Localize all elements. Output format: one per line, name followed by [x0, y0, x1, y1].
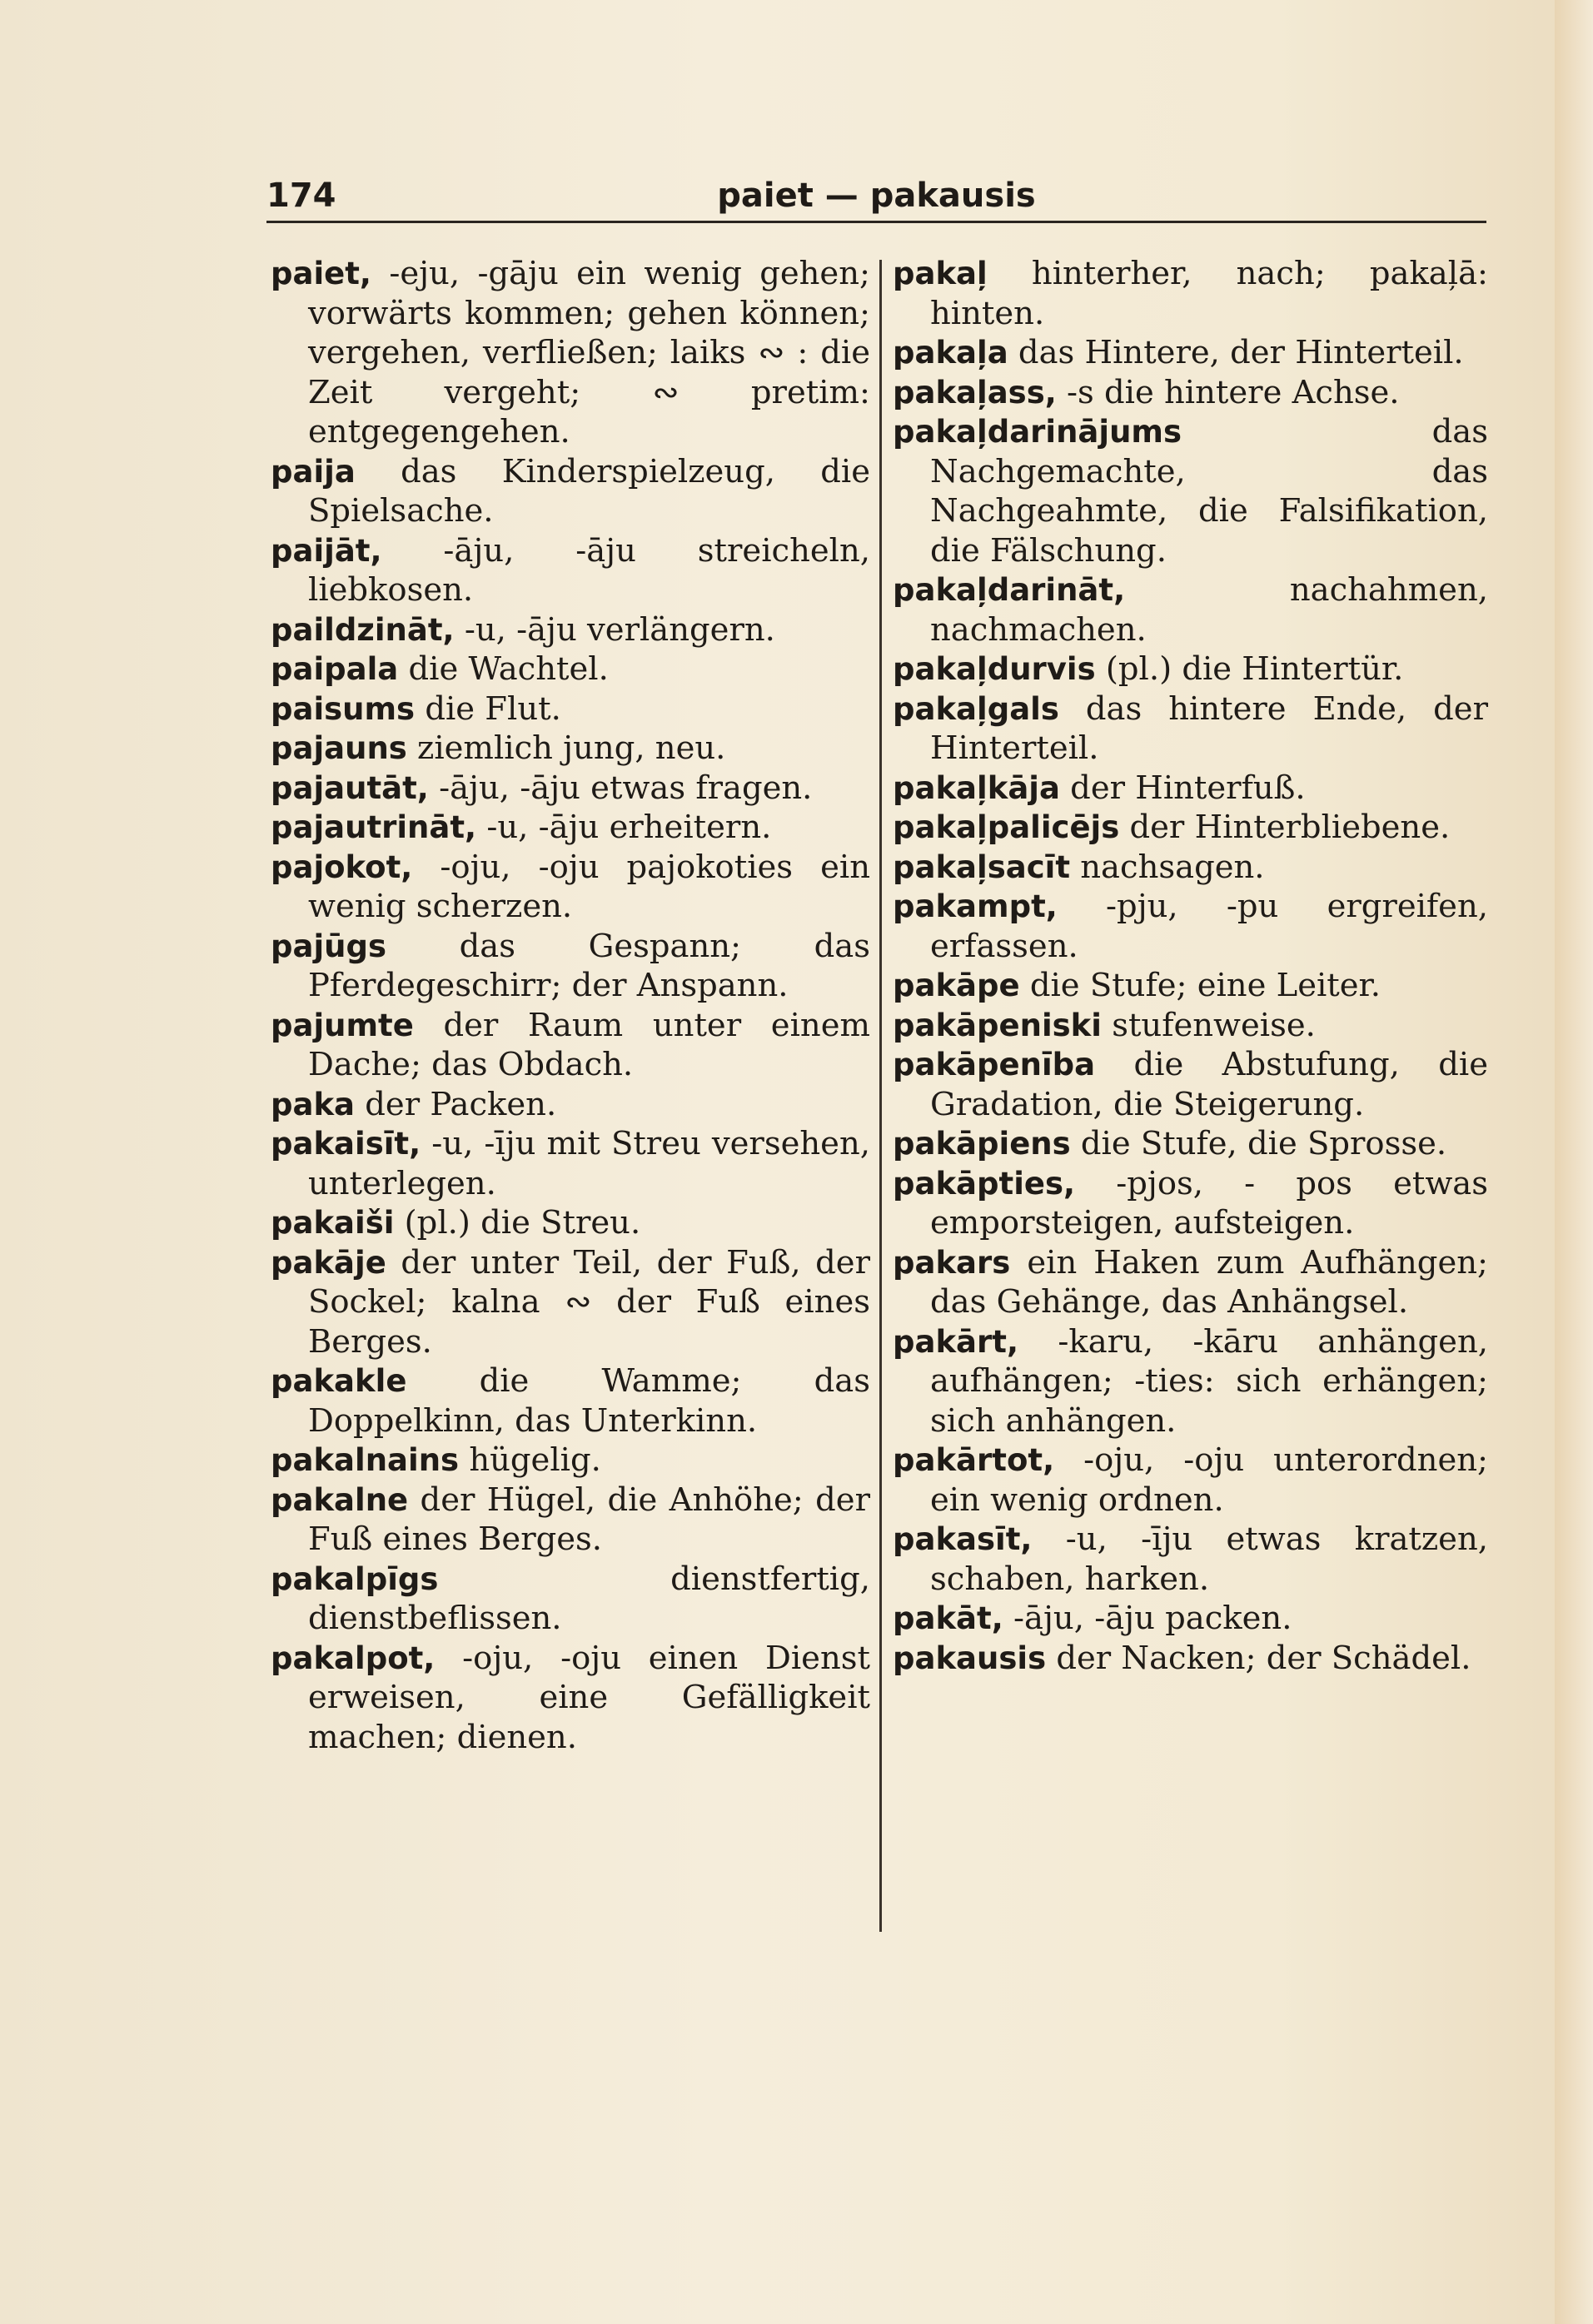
dictionary-entry [893, 1520, 1488, 1599]
dictionary-entry [271, 1085, 870, 1125]
dictionary-entry [271, 729, 870, 769]
entry-definition: der Hügel, die Anhöhe; der Fuß eines Berges. [308, 1480, 870, 1558]
entry-definition: -eju, -gāju ein wenig gehen; vorwärts kommen; gehen können; vergehen, verfließen; laiks ∾ : die Zeit vergeht; ∾ pretim: entgegengehen. [308, 255, 870, 450]
entry-definition: die Wachtel. [398, 650, 609, 688]
dictionary-entry [893, 689, 1488, 769]
entry-headword: pakaļass, [893, 374, 1057, 411]
entry-definition: -oju, -oju pajokoties ein wenig scherzen. [308, 848, 870, 925]
entry-definition: -u, -īju etwas kratzen, schaben, harken. [930, 1520, 1488, 1598]
dictionary-entry [893, 1045, 1488, 1124]
entry-definition: -pju, -pu ergreifen, erfassen. [930, 888, 1488, 965]
dictionary-entry [893, 966, 1488, 1006]
dictionary-entry [893, 1164, 1488, 1243]
dictionary-entry [271, 689, 870, 729]
entry-headword: pajumte [271, 1007, 414, 1043]
entry-headword: pakārtot, [893, 1442, 1055, 1478]
dictionary-entry [271, 1480, 870, 1560]
entry-headword: paipala [271, 651, 399, 687]
entry-definition: die Stufe, die Sprosse. [1070, 1125, 1447, 1162]
dictionary-entry [271, 848, 870, 927]
dictionary-entry [271, 452, 870, 531]
entry-headword: pakaisīt, [271, 1126, 421, 1162]
entry-definition: der unter Teil, der Fuß, der Sockel; kalna ∾ der Fuß eines Berges. [308, 1243, 870, 1361]
entry-definition: stufenweise. [1101, 1006, 1316, 1044]
entry-headword: pakaļkāja [893, 769, 1060, 806]
entry-definition: die Flut. [415, 689, 561, 728]
dictionary-entry [271, 1006, 870, 1085]
entry-definition: die Wamme; das Doppelkinn, das Unterkinn. [308, 1362, 870, 1440]
entry-definition: das Hintere, der Hinterteil. [1008, 334, 1464, 371]
entry-headword: pakāpeniski [893, 1007, 1102, 1043]
dictionary-entry [893, 887, 1488, 966]
entry-headword: pakalne [271, 1481, 409, 1518]
entry-definition: -oju, -oju unterordnen; ein wenig ordnen. [930, 1441, 1488, 1519]
entry-headword: pajauns [271, 730, 407, 766]
entry-definition: der Hinterfuß. [1059, 769, 1306, 807]
entry-headword: paijāt, [271, 532, 382, 569]
entry-headword: pakampt, [893, 888, 1058, 924]
entry-definition: der Raum unter einem Dache; das Obdach. [308, 1006, 870, 1083]
entry-headword: pakaļdurvis [893, 651, 1096, 687]
dictionary-entry [271, 254, 870, 452]
entry-definition: -s die hintere Achse. [1056, 373, 1400, 411]
dictionary-entry [271, 1560, 870, 1639]
dictionary-entry [893, 373, 1488, 413]
entry-definition: -karu, -kāru anhängen, aufhängen; -ties: sich erhängen; sich anhängen. [930, 1322, 1488, 1440]
entry-definition: -oju, -oju einen Dienst erweisen, eine Gefälligkeit machen; dienen. [308, 1639, 870, 1756]
entry-definition: ein Haken zum Aufhängen; das Gehänge, das Anhängsel. [930, 1243, 1488, 1321]
entry-definition: das Kinderspielzeug, die Spielsache. [308, 452, 870, 530]
dictionary-entry [893, 1441, 1488, 1520]
entry-definition: ziemlich jung, neu. [406, 729, 726, 767]
entry-headword: pakaļa [893, 335, 1008, 371]
dictionary-entry [271, 610, 870, 650]
dictionary-entry [893, 412, 1488, 570]
dictionary-entry [893, 1006, 1488, 1046]
entry-headword: paka [271, 1086, 356, 1122]
entry-headword: paisums [271, 690, 416, 727]
dictionary-entry [893, 1322, 1488, 1441]
dictionary-entry [893, 570, 1488, 649]
page-edge [1555, 0, 1593, 2324]
dictionary-entry [893, 1639, 1488, 1679]
entry-headword: pakaļgals [893, 690, 1059, 727]
entry-definition: -āju, -āju etwas fragen. [428, 769, 813, 807]
entry-headword: pakāpe [893, 968, 1020, 1003]
entry-definition: der Nacken; der Schädel. [1046, 1639, 1471, 1677]
entry-definition: -u, -āju erheitern. [476, 809, 772, 846]
entry-definition: der Hinterbliebene. [1119, 809, 1451, 846]
dictionary-entry [271, 531, 870, 610]
dictionary-entry [893, 649, 1488, 689]
dictionary-entry [271, 808, 870, 848]
dictionary-entry [271, 1639, 870, 1758]
dictionary-entry [893, 769, 1488, 809]
entry-definition: die Stufe; eine Leiter. [1019, 967, 1381, 1004]
entry-headword: pakaļdarināt, [893, 572, 1126, 608]
entry-definition: dienstfertig, dienstbeflissen. [308, 1560, 870, 1637]
entry-headword: pakakle [271, 1363, 407, 1399]
dictionary-entry [271, 927, 870, 1006]
entry-definition: -u, -āju verlängern. [454, 610, 775, 649]
right-column [893, 254, 1488, 1678]
dictionary-entry [271, 769, 870, 809]
entry-definition: das hintere Ende, der Hinterteil. [930, 689, 1488, 767]
entry-definition: das Gespann; das Pferdegeschirr; der Anspann. [308, 927, 870, 1004]
entry-definition: (pl.) die Hintertür. [1095, 650, 1404, 688]
entry-headword: pakaiši [271, 1205, 395, 1241]
entry-headword: pakāje [271, 1244, 386, 1281]
dictionary-entry [271, 649, 870, 689]
dictionary-entry [271, 1441, 870, 1480]
entry-headword: pakaļpalicējs [893, 809, 1120, 845]
entry-headword: pajautāt, [271, 769, 429, 806]
entry-definition: -u, -īju mit Streu versehen, unterlegen. [308, 1125, 870, 1202]
entry-headword: pakaļsacīt [893, 848, 1071, 885]
entry-definition: hügelig. [459, 1441, 601, 1479]
running-head: paiet — pakausis [717, 177, 1036, 215]
entry-headword: pakāt, [893, 1600, 1003, 1636]
entry-definition: -āju, -āju packen. [1003, 1600, 1292, 1637]
entry-definition: die Abstufung, die Gradation, die Steigerung. [930, 1046, 1488, 1123]
dictionary-entry [893, 848, 1488, 888]
dictionary-entry [271, 1203, 870, 1243]
entry-definition: nachahmen, nachmachen. [930, 571, 1488, 649]
entry-definition: nachsagen. [1070, 848, 1265, 886]
entry-definition: -pjos, - pos etwas emporsteigen, aufsteigen. [930, 1164, 1488, 1242]
dictionary-entry [271, 1361, 870, 1441]
page-header [266, 171, 1486, 223]
column-divider [879, 260, 882, 1932]
dictionary-entry [893, 808, 1488, 848]
dictionary-entry [893, 333, 1488, 373]
entry-definition: -āju, -āju streicheln, liebkosen. [308, 531, 870, 609]
entry-headword: pakausis [893, 1640, 1047, 1676]
entry-headword: pakāpenība [893, 1047, 1096, 1082]
entry-definition: (pl.) die Streu. [394, 1204, 641, 1242]
entry-headword: paija [271, 453, 356, 490]
entry-definition: hinterher, nach; pakaļā: hinten. [930, 255, 1488, 332]
dictionary-entry [271, 1243, 870, 1362]
entry-headword: pakaļdarinājums [893, 414, 1182, 450]
entry-headword: pajūgs [271, 928, 386, 964]
entry-headword: pajautrināt, [271, 809, 477, 845]
entry-headword: pakasīt, [893, 1521, 1033, 1557]
entry-headword: pakars [893, 1244, 1011, 1281]
entry-headword: paildzināt, [271, 611, 455, 648]
dictionary-entry [893, 1599, 1488, 1639]
page-number: 174 [266, 177, 336, 215]
dictionary-entry [893, 1124, 1488, 1164]
entry-definition: das Nachgemachte, das Nachgeahmte, die Falsifikation, die Fälschung. [930, 413, 1488, 570]
entry-headword: pakaļ [893, 256, 988, 291]
entry-headword: pakalnains [271, 1442, 460, 1478]
dictionary-entry [271, 1124, 870, 1203]
dictionary-entry [893, 254, 1488, 333]
entry-headword: pakalpot, [271, 1640, 436, 1676]
entry-headword: pakāpties, [893, 1165, 1076, 1202]
entry-headword: pakārt, [893, 1323, 1019, 1360]
entry-headword: pakāpiens [893, 1126, 1071, 1162]
entry-headword: pakalpīgs [271, 1560, 439, 1597]
entry-headword: paiet, [271, 256, 371, 291]
left-column [271, 254, 870, 1757]
entry-definition: der Packen. [355, 1085, 557, 1123]
entry-headword: pajokot, [271, 848, 413, 885]
dictionary-entry [893, 1243, 1488, 1322]
